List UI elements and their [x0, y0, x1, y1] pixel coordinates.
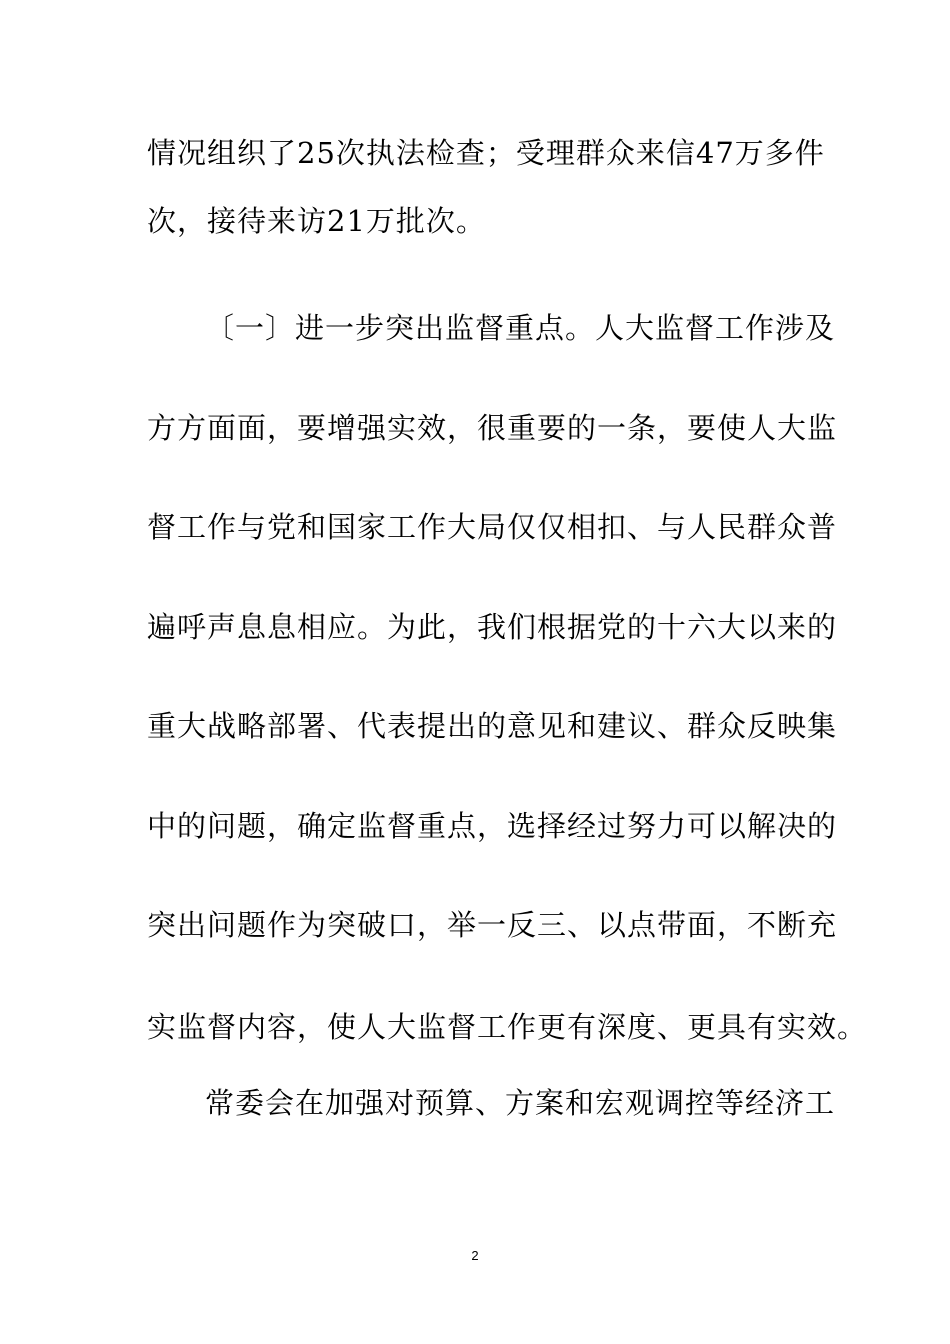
- page-number: 2: [471, 1248, 479, 1263]
- paragraph-start-line: 常委会在加强对预算、方案和宏观调控等经济工: [205, 1086, 836, 1120]
- text-line: 方方面面，要增强实效，很重要的一条，要使人大监: [147, 411, 838, 445]
- text-line: 中的问题，确定监督重点，选择经过努力可以解决的: [147, 809, 838, 843]
- paragraph-heading-line: 〔一〕进一步突出监督重点。人大监督工作涉及: [205, 311, 836, 345]
- text-line: 重大战略部署、代表提出的意见和建议、群众反映集: [147, 709, 838, 743]
- text-line: 次，接待来访21万批次。: [147, 204, 486, 238]
- text-line: 情况组织了25次执法检查；受理群众来信47万多件: [147, 136, 825, 170]
- text-line: 突出问题作为突破口，举一反三、以点带面，不断充: [147, 908, 838, 942]
- text-line: 遍呼声息息相应。为此，我们根据党的十六大以来的: [147, 610, 838, 644]
- text-line: 实监督内容，使人大监督工作更有深度、更具有实效。: [147, 1010, 868, 1044]
- text-line: 督工作与党和国家工作大局仅仅相扣、与人民群众普: [147, 510, 838, 544]
